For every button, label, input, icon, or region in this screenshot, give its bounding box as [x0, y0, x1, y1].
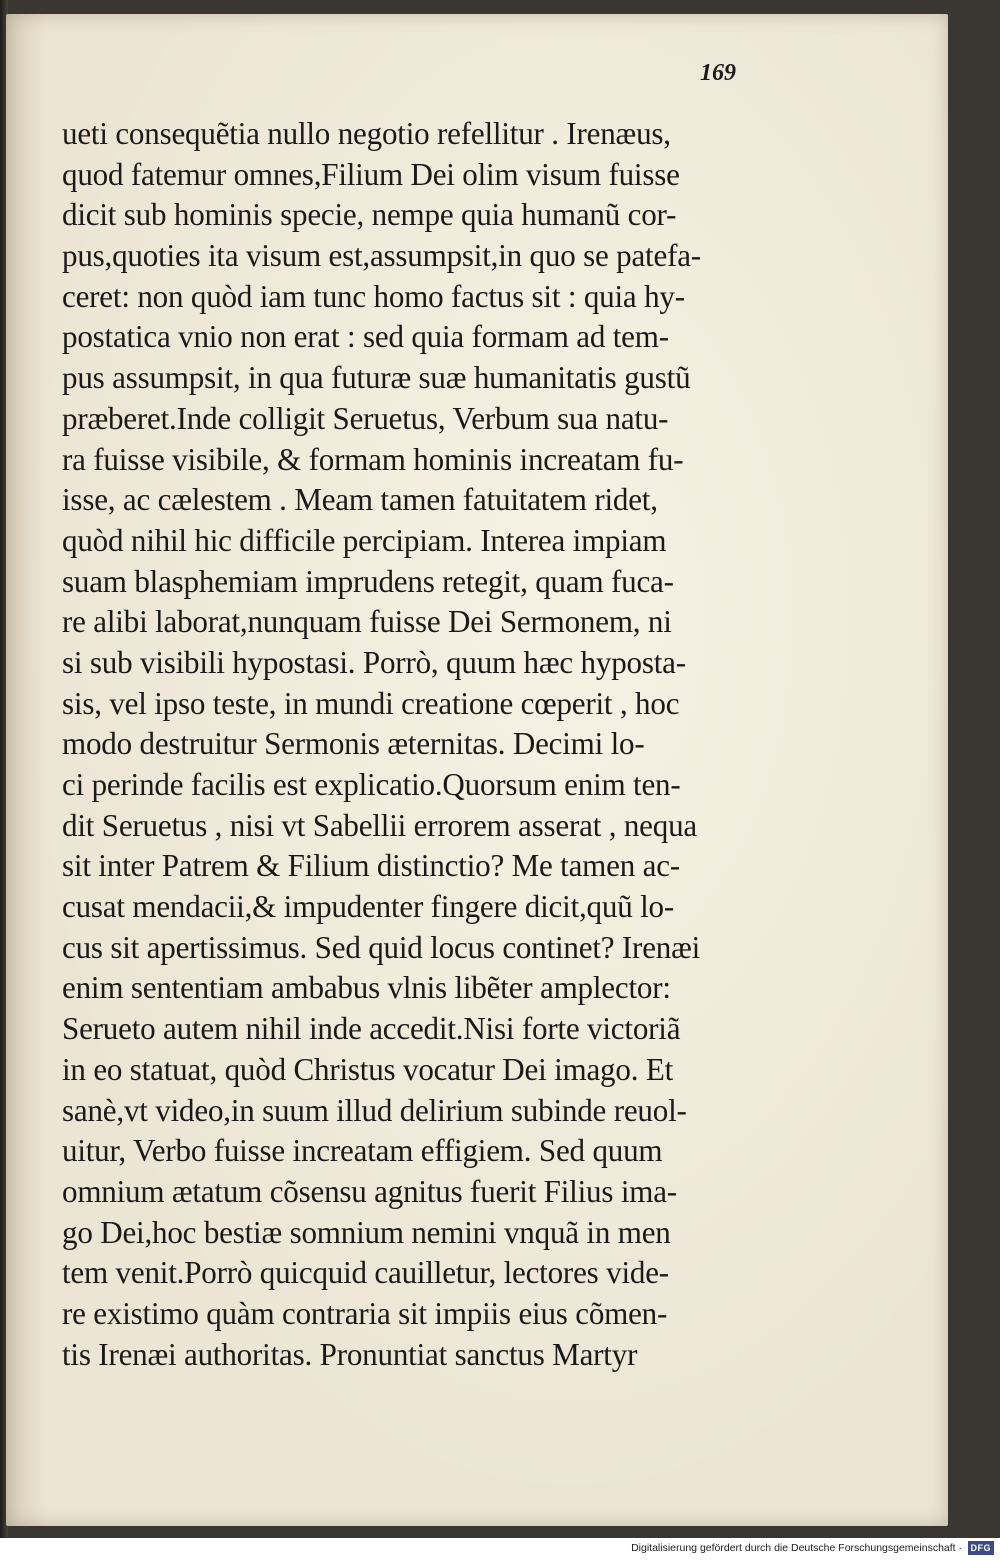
text-line: quod fatemur omnes,Filium Dei olim visum fuisse [62, 156, 680, 192]
text-line: Serueto autem nihil inde accedit.Nisi forte victoriã [62, 1011, 681, 1047]
text-line: enim sententiam ambabus vlnis libẽter amplector: [62, 970, 671, 1006]
text-line: si sub visibili hypostasi. Porrò, quum hæc hyposta- [62, 644, 686, 680]
text-line: ra fuisse visibile, & formam hominis increatam fu- [62, 441, 684, 477]
text-line: suam blasphemiam imprudens retegit, quam fuca- [62, 563, 674, 599]
text-line: dicit sub hominis specie, nempe quia humanũ cor- [62, 197, 677, 233]
text-line: omnium ætatum cõsensu agnitus fuerit Filius ima- [62, 1173, 677, 1209]
text-line: tem venit.Porrò quicquid cauilletur, lectores vide- [62, 1255, 669, 1291]
footer-credit: Digitalisierung gefördert durch die Deutsche Forschungsgemeinschaft · [631, 1542, 962, 1554]
body-text [62, 114, 762, 1375]
text-line: postatica vnio non erat : sed quia formam ad tem- [62, 319, 669, 355]
text-line: cus sit apertissimus. Sed quid locus continet? Irenæi [62, 929, 701, 965]
text-line: præberet.Inde colligit Seruetus, Verbum sua natu- [62, 400, 669, 436]
text-line: in eo statuat, quòd Christus vocatur Dei imago. Et [62, 1051, 674, 1087]
text-line: uitur, Verbo fuisse increatam effigiem. Sed quum [62, 1133, 663, 1169]
text-line: ci perinde facilis est explicatio.Quorsum enim ten- [62, 767, 681, 802]
text-line: pus,quoties ita visum est,assumpsit,in quo se patefa- [62, 238, 701, 274]
text-line: isse, ac cælestem . Meam tamen fatuitatem ridet, [62, 482, 658, 518]
text-line: cusat mendacii,& impudenter fingere dicit,quũ lo- [62, 889, 675, 925]
text-line: tis Irenæi authoritas. Pronuntiat sanctus Martyr [62, 1336, 638, 1372]
text-line: ueti consequẽtia nullo negotio refellitur . Irenæus, [62, 116, 671, 151]
text-line: sanè,vt video,in suum illud delirium subinde reuol- [62, 1092, 687, 1128]
text-line: pus assumpsit, in qua futuræ suæ humanitatis gustũ [62, 360, 691, 396]
footer-bar [0, 1538, 1000, 1560]
book-page [6, 14, 948, 1526]
text-line: modo destruitur Sermonis æternitas. Decimi lo- [62, 726, 645, 762]
page-number: 169 [700, 60, 736, 86]
text-line: re alibi laborat,nunquam fuisse Dei Sermonem, ni [62, 604, 672, 640]
text-line: sit inter Patrem & Filium distinctio? Me tamen ac- [62, 848, 680, 884]
text-line: go Dei,hoc bestiæ somnium nemini vnquã in men [62, 1214, 671, 1250]
text-line: re existimo quàm contraria sit impiis eius cõmen- [62, 1295, 668, 1331]
dfg-logo: DFG [968, 1541, 995, 1555]
text-line: ceret: non quòd iam tunc homo factus sit : quia hy- [62, 278, 685, 314]
text-line: quòd nihil hic difficile percipiam. Interea impiam [62, 522, 667, 558]
text-line: dit Seruetus , nisi vt Sabellii errorem asserat , nequa [62, 807, 698, 843]
text-line: sis, vel ipso teste, in mundi creatione cœperit , hoc [62, 685, 680, 721]
